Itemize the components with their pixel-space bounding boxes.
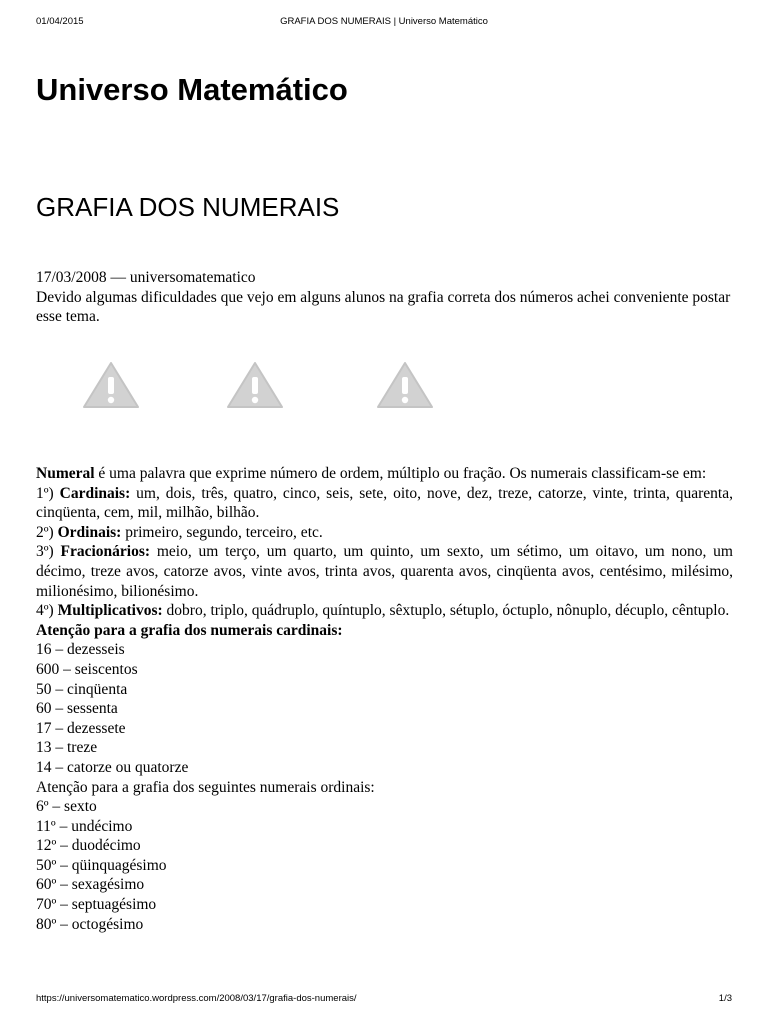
ordinais-label: Ordinais: [57, 523, 122, 541]
multiplicativos-label: Multiplicativos: [57, 602, 163, 620]
post-intro [36, 268, 733, 327]
list-item: 12º – duodécimo [36, 837, 141, 855]
list-item: 60º – sexagésimo [36, 876, 145, 894]
ordinais-text: primeiro, segundo, terceiro, etc. [121, 523, 323, 541]
fracionarios-label: Fracionários: [60, 543, 151, 561]
print-date: 01/04/2015 [36, 16, 84, 27]
site-title[interactable]: Universo Matemático [36, 72, 348, 107]
multiplicativos-item [36, 601, 733, 621]
print-document-title: GRAFIA DOS NUMERAIS | Universo Matemático [280, 16, 488, 27]
item-number: 1º) [36, 484, 60, 502]
list-item: 80º – octogésimo [36, 915, 144, 933]
ordinais-item [36, 523, 733, 543]
print-footer [36, 993, 732, 1004]
item-number: 3º) [36, 543, 61, 561]
numeral-definition [36, 464, 733, 484]
broken-image-warning-icon [374, 360, 436, 410]
page-number: 1/3 [718, 993, 732, 1004]
list-item: 16 – dezesseis [36, 641, 125, 659]
list-item: 14 – catorze ou quatorze [36, 758, 189, 776]
list-item: 600 – seiscentos [36, 660, 138, 678]
numeral-term: Numeral [36, 465, 95, 482]
list-item: 13 – treze [36, 739, 98, 757]
item-number: 4º) [36, 602, 58, 620]
list-item: 70º – septuagésimo [36, 896, 157, 914]
list-item: 60 – sessenta [36, 700, 118, 718]
broken-image-warning-icon [80, 360, 142, 410]
list-item: 11º – undécimo [36, 817, 133, 835]
cardinais-text: um, dois, três, quatro, cinco, seis, sete, oito, nove, dez, treze, catorze, vinte, trinta, quarenta, cinqüenta, cem, mil, milhão, bilhão. [36, 484, 733, 522]
item-number: 2º) [36, 523, 58, 541]
image-placeholders [0, 360, 768, 414]
fracionarios-text: meio, um terço, um quarto, um quinto, um sexto, um sétimo, um oitavo, um nono, um décimo, treze avos, catorze avos, vinte avos, trinta avos, quarenta avos, cinqüenta avos, centésimo, milésimo, milionésimo, bilionésimo. [36, 543, 733, 600]
ordinais-heading: Atenção para a grafia dos seguintes numerais ordinais: [36, 778, 375, 796]
intro-paragraph: Devido algumas dificuldades que vejo em alguns alunos na grafia correta dos números achei conveniente postar esse tema. [36, 288, 731, 326]
ordinais-list [36, 797, 733, 934]
cardinais-label: Cardinais: [59, 484, 131, 502]
post-title[interactable]: GRAFIA DOS NUMERAIS [36, 192, 340, 222]
post-content [36, 464, 733, 934]
list-item: 50º – qüinquagésimo [36, 856, 167, 874]
numeral-definition-text: é uma palavra que exprime número de ordem, múltiplo ou fração. Os numerais classificam-se em: [94, 465, 707, 482]
multiplicativos-text: dobro, triplo, quádruplo, quíntuplo, sêxtuplo, sétuplo, óctuplo, nônuplo, décuplo, cêntuplo. [162, 602, 730, 620]
list-item: 6º – sexto [36, 798, 97, 816]
page-url: https://universomatematico.wordpress.com/2008/03/17/grafia-dos-numerais/ [36, 993, 357, 1004]
broken-image-warning-icon [224, 360, 286, 410]
cardinais-list [36, 640, 733, 777]
list-item: 17 – dezessete [36, 719, 126, 737]
cardinais-heading-text: Atenção para a grafia dos numerais cardinais: [36, 621, 343, 639]
cardinais-item [36, 484, 733, 523]
list-item: 50 – cinqüenta [36, 680, 128, 698]
cardinais-heading [36, 621, 733, 641]
post-meta: 17/03/2008 — universomatematico [36, 269, 256, 286]
fracionarios-item [36, 542, 733, 601]
